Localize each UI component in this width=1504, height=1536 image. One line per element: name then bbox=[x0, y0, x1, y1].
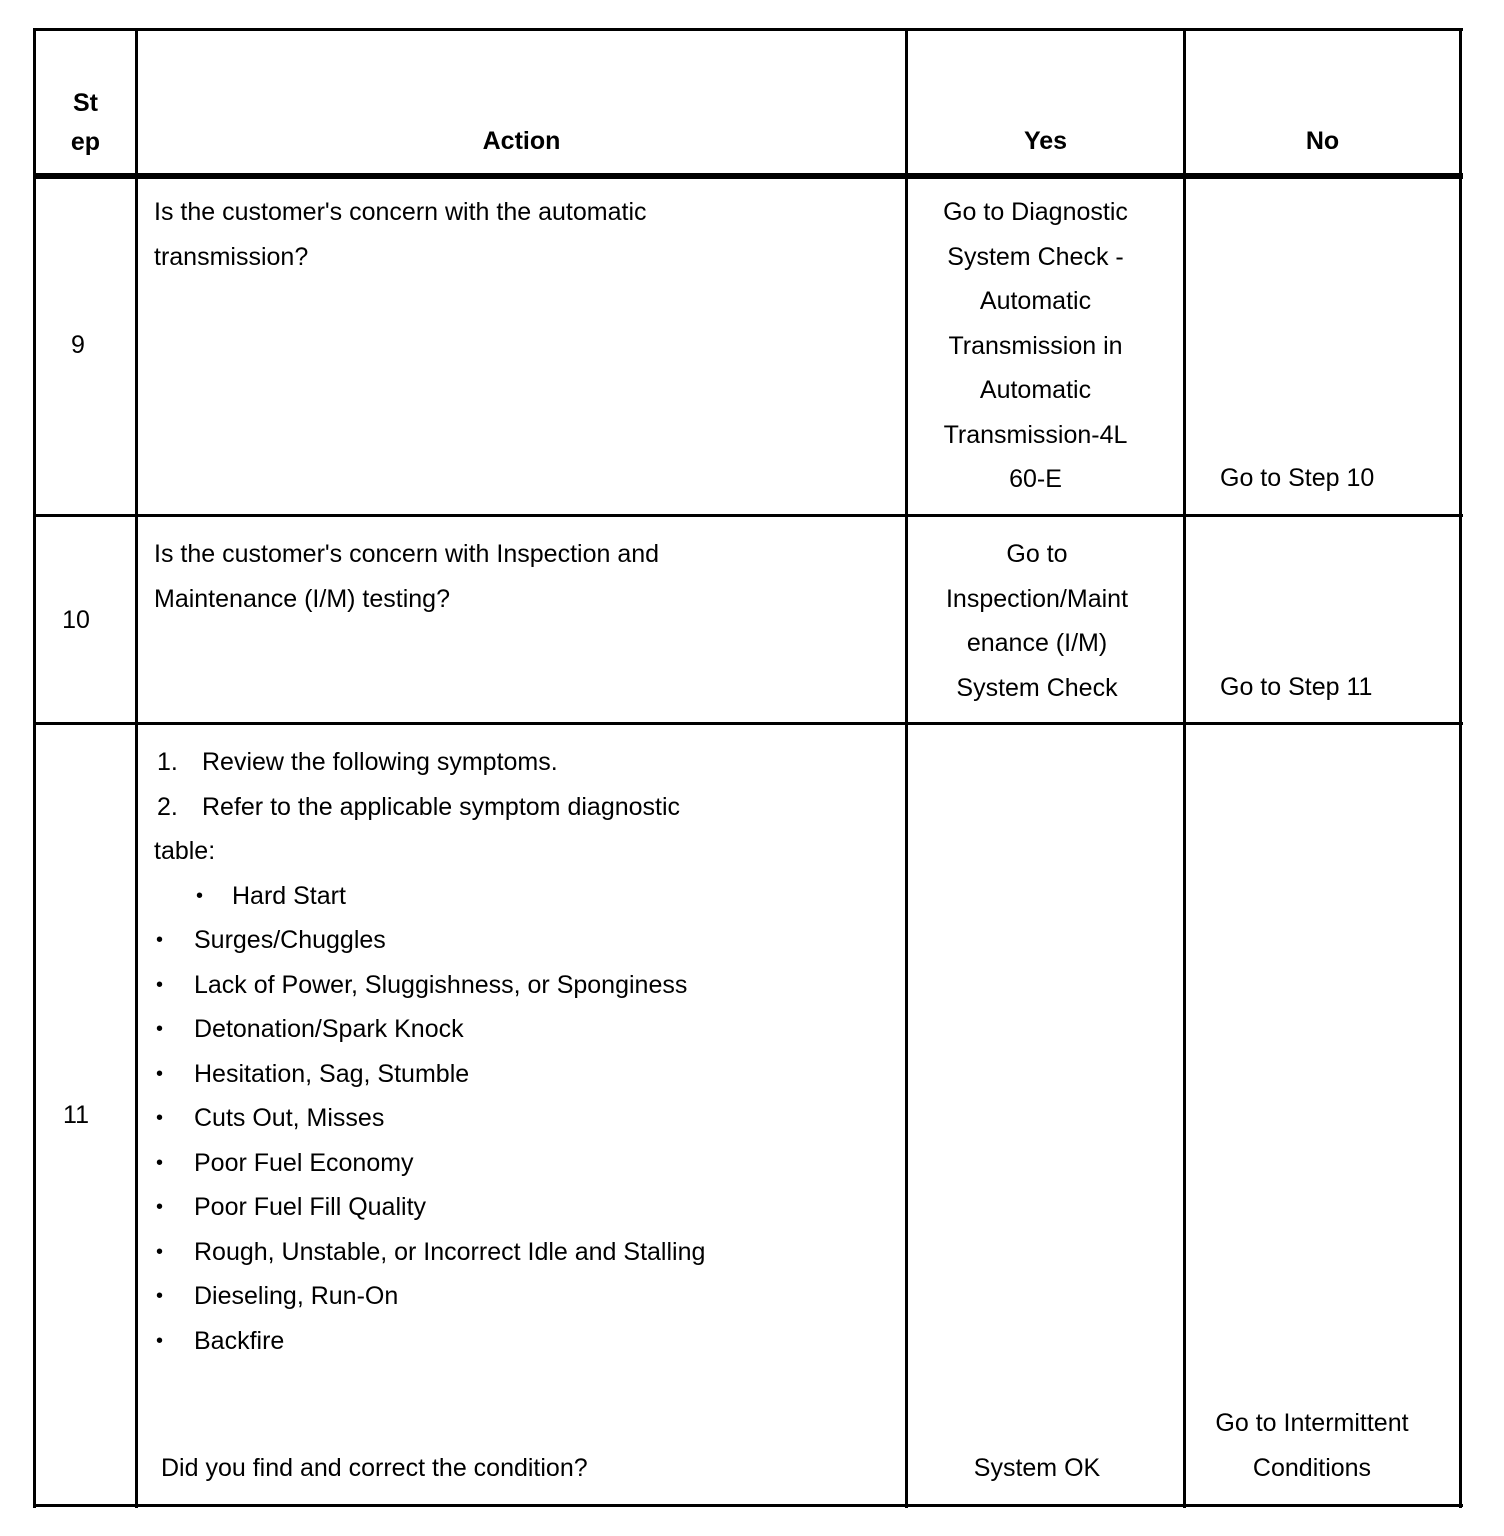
step-number: 9 bbox=[71, 331, 85, 359]
diagnostic-table bbox=[33, 28, 1463, 1508]
symptom-text: Dieseling, Run-On bbox=[194, 1282, 399, 1310]
no-line: Go to Intermittent bbox=[1215, 1409, 1409, 1437]
step-number: 11 bbox=[63, 1101, 89, 1129]
symptom-text: Surges/Chuggles bbox=[194, 926, 386, 954]
list-item-text: Review the following symptoms. bbox=[202, 748, 558, 776]
header-step-line: ep bbox=[70, 128, 101, 156]
symptom-text: Cuts Out, Misses bbox=[194, 1104, 385, 1132]
symptom-text: Backfire bbox=[194, 1326, 285, 1355]
yes-line: Inspection/Maint bbox=[945, 584, 1129, 613]
action-line: Is the customer's concern with Inspection and bbox=[154, 540, 660, 568]
symptom-text: Hard Start bbox=[232, 881, 346, 910]
list-item-text: Refer to the applicable symptom diagnostic bbox=[202, 792, 681, 821]
action-text bbox=[154, 190, 894, 279]
yes-text bbox=[908, 532, 1166, 710]
bullet-icon: • bbox=[156, 1018, 164, 1040]
symptom-text: Rough, Unstable, or Incorrect Idle and Stalling bbox=[194, 1237, 706, 1266]
step-number: 10 bbox=[62, 606, 90, 634]
header-step-line: St bbox=[73, 89, 98, 117]
grid-line bbox=[33, 28, 1463, 31]
symptom-text: Hesitation, Sag, Stumble bbox=[194, 1059, 470, 1088]
symptom-text: Poor Fuel Economy bbox=[194, 1148, 414, 1177]
grid-line bbox=[135, 28, 138, 1508]
yes-line: Automatic bbox=[979, 376, 1092, 404]
bullet-icon: • bbox=[196, 884, 204, 907]
yes-line: System Check - bbox=[947, 242, 1124, 271]
bullet-icon: • bbox=[156, 1107, 164, 1129]
action-line: Maintenance (I/M) testing? bbox=[154, 584, 450, 613]
header-yes: Yes bbox=[1023, 127, 1068, 155]
grid-line bbox=[33, 1504, 1463, 1507]
header-rule bbox=[33, 173, 1463, 179]
bullet-icon: • bbox=[156, 1062, 164, 1085]
yes-line: Go to bbox=[1006, 540, 1068, 568]
no-text: Go to Step 10 bbox=[1220, 464, 1375, 492]
header-step bbox=[36, 84, 135, 162]
list-number: 1. bbox=[157, 748, 178, 776]
no-text: Go to Step 11 bbox=[1220, 673, 1373, 701]
yes-line: System Check bbox=[956, 673, 1118, 702]
yes-line: Automatic bbox=[979, 287, 1092, 315]
bullet-icon: • bbox=[156, 929, 164, 951]
grid-line bbox=[1183, 28, 1186, 1508]
header-action: Action bbox=[482, 127, 561, 155]
no-text bbox=[1186, 1401, 1438, 1490]
grid-line bbox=[1459, 28, 1462, 1508]
yes-line: 60-E bbox=[1009, 465, 1062, 493]
action-line: Is the customer's concern with the automatic bbox=[154, 198, 647, 226]
yes-line: Transmission-4L bbox=[943, 420, 1128, 449]
list-number: 2. bbox=[157, 792, 178, 821]
grid-line bbox=[33, 28, 36, 1508]
list-item bbox=[157, 740, 178, 785]
no-line: Conditions bbox=[1252, 1453, 1372, 1482]
header-no: No bbox=[1305, 127, 1340, 155]
yes-line: enance (I/M) bbox=[966, 629, 1108, 657]
yes-line: Transmission in bbox=[948, 331, 1123, 360]
grid-line bbox=[33, 722, 1463, 725]
symptom-text: Poor Fuel Fill Quality bbox=[194, 1193, 427, 1221]
yes-text bbox=[908, 190, 1163, 502]
symptom-text: Detonation/Spark Knock bbox=[194, 1015, 464, 1043]
bullet-icon: • bbox=[156, 1329, 164, 1352]
bullet-icon: • bbox=[156, 1196, 164, 1218]
yes-text: System OK bbox=[973, 1454, 1101, 1482]
list-item-continuation: table: bbox=[154, 837, 216, 865]
bullet-icon: • bbox=[156, 973, 164, 996]
grid-line bbox=[33, 514, 1463, 517]
action-text bbox=[154, 532, 894, 621]
action-line: transmission? bbox=[154, 242, 309, 271]
list-item bbox=[157, 785, 178, 830]
bullet-icon: • bbox=[156, 1285, 164, 1307]
bullet-icon: • bbox=[156, 1151, 164, 1174]
question-text: Did you find and correct the condition? bbox=[161, 1454, 588, 1482]
symptom-text: Lack of Power, Sluggishness, or Sponginess bbox=[194, 970, 688, 999]
bullet-icon: • bbox=[156, 1240, 164, 1263]
yes-line: Go to Diagnostic bbox=[943, 198, 1128, 226]
